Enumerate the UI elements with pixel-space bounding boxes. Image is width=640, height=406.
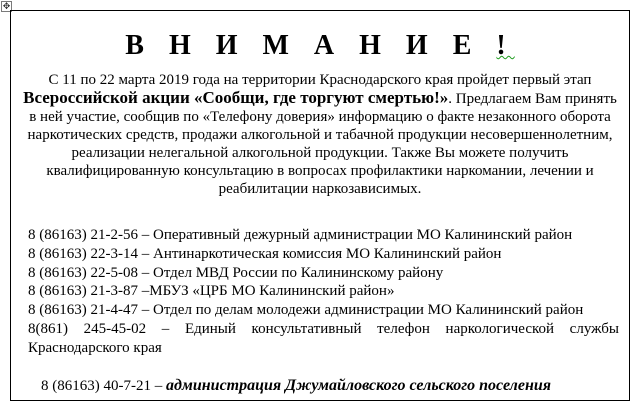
intro-line-1: С 11 по 22 марта 2019 года на территории Краснодарского края пройдет первый этап [48, 72, 592, 88]
admin-contact [41, 377, 551, 395]
intro-paragraph [21, 71, 619, 198]
notice-title [11, 29, 629, 63]
contact-row: 8 (86163) 22-5-08 – Отдел МВД России по Калининскому району [28, 264, 444, 281]
contact-row: 8 (86163) 21-4-47 – Отдел по делам молодежи администрации МО Калининский район [28, 302, 584, 319]
campaign-name: Всероссийской акции «Сообщи, где торгуют смертью!» [23, 88, 449, 107]
notice-title-exclamation: ! [496, 30, 515, 61]
contact-row: 8 (86163) 21-3-87 –МБУЗ «ЦРБ МО Калининский район» [28, 283, 395, 300]
admin-name: администрация Джумайловского сельского поселения [165, 377, 551, 394]
intro-body [21, 89, 619, 198]
contact-row: 8 (86163) 21-2-56 – Оперативный дежурный администрации МО Калининский район [28, 227, 573, 243]
admin-phone: 8 (86163) 40-7-21 – [41, 378, 166, 394]
contact-row: 8 (86163) 22-3-14 – Антинаркотическая комиссия МО Калининский район [28, 245, 502, 262]
intro-rest: . Предлагаем Вам принять в ней участие, сообщив по «Телефону доверия» информацию о факте незаконного оборота наркотических средств, продажи алкогольной и табачной продукции несовершеннолетним, реализации нелегальной алкогольной продукции. Также Вы можете получить квалифицированную консультацию в вопросах профилактики наркомании, лечении и реабилитации наркозависимых. [27, 91, 617, 197]
contacts-list [28, 226, 619, 358]
notice-title-text: В Н И М А Н И Е [125, 30, 481, 61]
contact-row: 8(861) 245-45-02 – Единый консультативный телефон наркологической службы Краснодарского края [28, 320, 619, 356]
table-move-handle-icon[interactable]: ✥ [2, 2, 11, 12]
notice-frame [10, 10, 630, 401]
